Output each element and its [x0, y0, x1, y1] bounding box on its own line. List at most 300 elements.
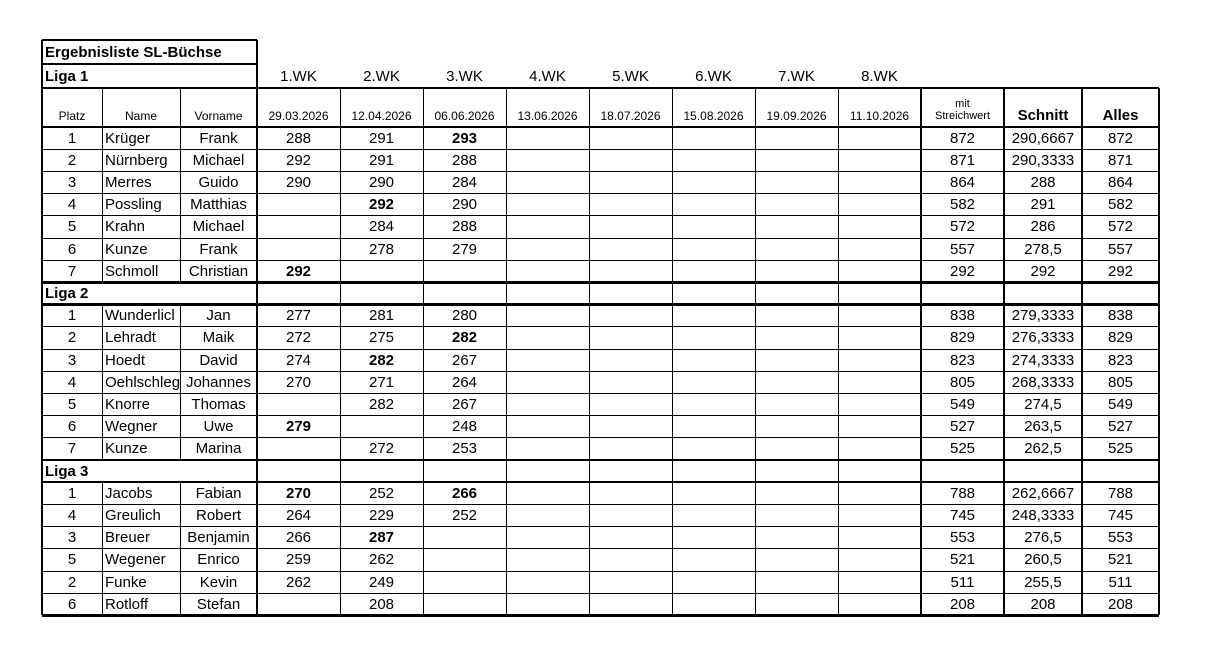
cell-vorname[interactable]: Michael [192, 151, 245, 169]
cell-score[interactable] [838, 260, 921, 282]
grid-line-v [180, 305, 181, 460]
cell-score[interactable]: 229 [368, 506, 395, 524]
cell-platz[interactable]: 5 [67, 218, 77, 236]
cell-score[interactable]: 288 [451, 218, 478, 236]
cell-score[interactable] [838, 593, 921, 615]
cell-score[interactable]: 281 [368, 307, 395, 325]
cell-score[interactable] [755, 171, 838, 193]
cell-platz[interactable]: 2 [67, 573, 77, 591]
cell-alles[interactable]: 872 [1107, 129, 1134, 147]
cell-mit-streichwert[interactable]: 572 [949, 218, 976, 236]
cell-score[interactable] [755, 327, 838, 349]
cell-mit-streichwert[interactable]: 788 [949, 484, 976, 502]
cell-score[interactable] [589, 504, 672, 526]
cell-schnitt[interactable]: 260,5 [1024, 551, 1062, 569]
cell-platz[interactable]: 5 [67, 551, 77, 569]
cell-score[interactable] [838, 327, 921, 349]
cell-score[interactable] [755, 260, 838, 282]
cell-score[interactable] [423, 549, 506, 571]
cell-score[interactable] [755, 127, 838, 149]
cell-score[interactable] [672, 549, 755, 571]
cell-score[interactable] [838, 171, 921, 193]
cell-alles[interactable]: 788 [1107, 484, 1134, 502]
cell-score[interactable] [589, 238, 672, 260]
cell-vorname[interactable]: Benjamin [187, 529, 250, 547]
cell-vorname[interactable]: Kevin [199, 573, 238, 591]
cell-score[interactable]: 293 [451, 129, 478, 147]
cell-alles[interactable]: 823 [1107, 351, 1134, 369]
cell-name[interactable]: Breuer [105, 529, 151, 547]
cell-score[interactable]: 280 [451, 307, 478, 325]
cell-score[interactable] [755, 194, 838, 216]
cell-score[interactable] [755, 305, 838, 327]
cell-vorname[interactable]: Jan [206, 307, 231, 325]
cell-score[interactable] [755, 349, 838, 371]
cell-score[interactable]: 271 [368, 373, 395, 391]
cell-alles[interactable]: 745 [1107, 506, 1134, 524]
cell-platz[interactable]: 4 [67, 196, 77, 214]
cell-platz[interactable]: 3 [67, 351, 77, 369]
cell-score[interactable] [506, 571, 589, 593]
cell-score[interactable] [589, 571, 672, 593]
cell-vorname[interactable]: Christian [188, 262, 249, 280]
section-title-liga-3[interactable]: Liga 3 [45, 462, 89, 480]
cell-score[interactable] [838, 416, 921, 438]
cell-score[interactable]: 252 [451, 506, 478, 524]
cell-score[interactable] [506, 549, 589, 571]
cell-score[interactable]: 270 [285, 373, 312, 391]
cell-platz[interactable]: 1 [67, 484, 77, 502]
cell-alles[interactable]: 527 [1107, 418, 1134, 436]
cell-score[interactable] [755, 593, 838, 615]
cell-score[interactable]: 292 [368, 196, 395, 214]
cell-score[interactable] [838, 149, 921, 171]
cell-score[interactable] [755, 149, 838, 171]
cell-name[interactable]: Oehlschleg [105, 373, 180, 391]
cell-mit-streichwert[interactable]: 208 [949, 595, 976, 613]
cell-mit-streichwert[interactable]: 871 [949, 151, 976, 169]
cell-score[interactable]: 264 [285, 506, 312, 524]
cell-score[interactable] [589, 593, 672, 615]
cell-name[interactable]: Schmoll [105, 262, 159, 280]
cell-score[interactable] [838, 527, 921, 549]
cell-score[interactable] [672, 593, 755, 615]
cell-score[interactable] [838, 393, 921, 415]
cell-score[interactable] [672, 238, 755, 260]
cell-score[interactable]: 278 [368, 240, 395, 258]
grid-line-v [672, 88, 673, 615]
cell-score[interactable] [755, 527, 838, 549]
cell-score[interactable]: 262 [285, 573, 312, 591]
cell-alles[interactable]: 292 [1107, 262, 1134, 280]
cell-score[interactable] [340, 260, 423, 282]
cell-platz[interactable]: 2 [67, 151, 77, 169]
cell-score[interactable] [506, 438, 589, 460]
cell-score[interactable] [589, 393, 672, 415]
cell-schnitt[interactable]: 255,5 [1024, 573, 1062, 591]
cell-alles[interactable]: 582 [1107, 196, 1134, 214]
cell-score[interactable] [838, 349, 921, 371]
cell-vorname[interactable]: Matthias [190, 196, 247, 214]
grid-line-v [256, 88, 259, 615]
cell-name[interactable]: Merres [105, 173, 152, 191]
cell-score[interactable] [506, 593, 589, 615]
cell-vorname[interactable]: Johannes [185, 373, 252, 391]
cell-schnitt[interactable]: 290,3333 [1011, 151, 1075, 169]
grid-line-h [42, 238, 1159, 239]
cell-vorname[interactable]: Thomas [191, 395, 246, 413]
cell-platz[interactable]: 4 [67, 506, 77, 524]
cell-score[interactable] [672, 349, 755, 371]
cell-score[interactable] [838, 238, 921, 260]
cell-mit-streichwert[interactable]: 521 [949, 551, 976, 569]
cell-name[interactable]: Kunze [105, 440, 148, 458]
cell-mit-streichwert[interactable]: 582 [949, 196, 976, 214]
cell-score[interactable] [672, 438, 755, 460]
cell-schnitt[interactable]: 274,5 [1024, 395, 1062, 413]
cell-score[interactable] [755, 438, 838, 460]
cell-schnitt[interactable]: 208 [1030, 595, 1056, 613]
cell-platz[interactable]: 7 [67, 262, 77, 280]
cell-score[interactable]: 292 [285, 262, 312, 280]
cell-alles[interactable]: 549 [1107, 395, 1134, 413]
cell-score[interactable] [506, 238, 589, 260]
cell-name[interactable]: Jacobs [105, 484, 153, 502]
cell-score[interactable] [506, 527, 589, 549]
cell-score[interactable] [672, 327, 755, 349]
cell-score[interactable]: 277 [285, 307, 312, 325]
cell-name[interactable]: Rotloff [105, 595, 149, 613]
cell-score[interactable] [506, 393, 589, 415]
cell-score[interactable] [257, 438, 340, 460]
cell-vorname[interactable]: Maik [202, 329, 235, 347]
cell-mit-streichwert[interactable]: 805 [949, 373, 976, 391]
cell-score[interactable] [672, 194, 755, 216]
cell-platz[interactable]: 1 [67, 129, 77, 147]
cell-platz[interactable]: 5 [67, 395, 77, 413]
cell-platz[interactable]: 3 [67, 529, 77, 547]
cell-score[interactable]: 267 [451, 395, 478, 413]
cell-score[interactable] [589, 216, 672, 238]
cell-platz[interactable]: 7 [67, 440, 77, 458]
cell-score[interactable] [755, 216, 838, 238]
cell-score[interactable]: 252 [368, 484, 395, 502]
cell-mit-streichwert[interactable]: 872 [949, 129, 976, 147]
cell-score[interactable] [755, 571, 838, 593]
cell-score[interactable] [257, 194, 340, 216]
cell-schnitt[interactable]: 248,3333 [1011, 506, 1075, 524]
cell-score[interactable]: 266 [285, 529, 312, 547]
cell-score[interactable] [589, 327, 672, 349]
cell-vorname[interactable]: David [199, 351, 238, 369]
cell-score[interactable] [423, 260, 506, 282]
grid-line-v [41, 40, 44, 88]
cell-score[interactable] [589, 549, 672, 571]
cell-score[interactable] [506, 127, 589, 149]
wk-label: 4.WK [529, 67, 566, 85]
cell-name[interactable]: Wegener [105, 551, 166, 569]
cell-vorname[interactable]: Uwe [203, 418, 234, 436]
cell-score[interactable] [506, 216, 589, 238]
cell-score[interactable] [838, 482, 921, 504]
grid-line-h [42, 437, 1159, 438]
cell-score[interactable]: 288 [285, 129, 312, 147]
cell-schnitt[interactable]: 290,6667 [1011, 129, 1075, 147]
cell-score[interactable]: 248 [451, 418, 478, 436]
cell-score[interactable]: 282 [368, 395, 395, 413]
cell-score[interactable]: 290 [451, 196, 478, 214]
cell-score[interactable] [589, 416, 672, 438]
cell-alles[interactable]: 871 [1107, 151, 1134, 169]
cell-score[interactable]: 291 [368, 151, 395, 169]
cell-score[interactable]: 264 [451, 373, 478, 391]
cell-score[interactable] [672, 527, 755, 549]
cell-schnitt[interactable]: 286 [1030, 218, 1056, 236]
cell-alles[interactable]: 553 [1107, 529, 1134, 547]
cell-alles[interactable]: 557 [1107, 240, 1134, 258]
cell-score[interactable]: 279 [285, 418, 312, 436]
cell-vorname[interactable]: Stefan [196, 595, 241, 613]
cell-score[interactable]: 279 [451, 240, 478, 258]
cell-score[interactable]: 274 [285, 351, 312, 369]
cell-score[interactable] [755, 482, 838, 504]
cell-vorname[interactable]: Guido [198, 173, 239, 191]
cell-vorname[interactable]: Enrico [197, 551, 240, 569]
cell-name[interactable]: Wunderlicl [105, 307, 175, 325]
cell-score[interactable]: 290 [285, 173, 312, 191]
cell-score[interactable] [838, 194, 921, 216]
cell-score[interactable] [506, 149, 589, 171]
cell-score[interactable] [672, 171, 755, 193]
cell-score[interactable]: 208 [368, 595, 395, 613]
cell-score[interactable] [257, 216, 340, 238]
cell-score[interactable] [838, 305, 921, 327]
cell-score[interactable]: 282 [368, 351, 395, 369]
cell-score[interactable] [672, 393, 755, 415]
header-date: 19.09.2026 [766, 109, 827, 123]
cell-vorname[interactable]: Michael [192, 218, 245, 236]
cell-score[interactable] [506, 194, 589, 216]
cell-score[interactable] [589, 349, 672, 371]
cell-score[interactable] [838, 371, 921, 393]
cell-score[interactable] [506, 371, 589, 393]
cell-name[interactable]: Hoedt [105, 351, 146, 369]
cell-score[interactable] [838, 549, 921, 571]
cell-schnitt[interactable]: 268,3333 [1011, 373, 1075, 391]
cell-alles[interactable]: 572 [1107, 218, 1134, 236]
cell-alles[interactable]: 805 [1107, 373, 1134, 391]
grid-line-v [41, 88, 44, 615]
cell-mit-streichwert[interactable]: 553 [949, 529, 976, 547]
cell-score[interactable]: 284 [451, 173, 478, 191]
cell-alles[interactable]: 511 [1108, 573, 1133, 591]
cell-schnitt[interactable]: 288 [1030, 173, 1056, 191]
cell-alles[interactable]: 521 [1107, 551, 1134, 569]
cell-score[interactable]: 272 [368, 440, 395, 458]
cell-score[interactable] [589, 194, 672, 216]
cell-score[interactable]: 259 [285, 551, 312, 569]
cell-platz[interactable]: 6 [67, 240, 77, 258]
cell-score[interactable] [340, 416, 423, 438]
cell-platz[interactable]: 2 [67, 329, 77, 347]
cell-score[interactable] [672, 127, 755, 149]
cell-vorname[interactable]: Robert [195, 506, 242, 524]
cell-score[interactable] [755, 393, 838, 415]
cell-score[interactable]: 292 [285, 151, 312, 169]
cell-score[interactable] [589, 305, 672, 327]
cell-alles[interactable]: 829 [1107, 329, 1134, 347]
cell-schnitt[interactable]: 292 [1030, 262, 1056, 280]
cell-score[interactable] [672, 504, 755, 526]
cell-schnitt[interactable]: 291 [1030, 196, 1056, 214]
cell-score[interactable]: 272 [285, 329, 312, 347]
cell-score[interactable] [672, 416, 755, 438]
cell-vorname[interactable]: Fabian [195, 484, 242, 502]
cell-schnitt[interactable]: 276,3333 [1011, 329, 1075, 347]
cell-score[interactable]: 262 [368, 551, 395, 569]
cell-score[interactable] [672, 482, 755, 504]
cell-score[interactable] [838, 571, 921, 593]
cell-mit-streichwert[interactable]: 525 [949, 440, 976, 458]
cell-score[interactable]: 284 [368, 218, 395, 236]
cell-score[interactable]: 290 [368, 173, 395, 191]
cell-name[interactable]: Knorre [105, 395, 151, 413]
cell-score[interactable] [257, 238, 340, 260]
cell-score[interactable]: 270 [285, 484, 312, 502]
cell-mit-streichwert[interactable]: 829 [949, 329, 976, 347]
cell-vorname[interactable]: Frank [199, 129, 238, 147]
cell-score[interactable]: 287 [368, 529, 395, 547]
cell-mit-streichwert[interactable]: 549 [949, 395, 976, 413]
cell-alles[interactable]: 525 [1107, 440, 1134, 458]
cell-score[interactable] [589, 149, 672, 171]
cell-score[interactable] [423, 571, 506, 593]
cell-score[interactable]: 267 [451, 351, 478, 369]
cell-platz[interactable]: 3 [67, 173, 77, 191]
cell-mit-streichwert[interactable]: 864 [949, 173, 976, 191]
cell-score[interactable]: 266 [451, 484, 478, 502]
cell-score[interactable] [589, 260, 672, 282]
cell-score[interactable] [589, 127, 672, 149]
cell-score[interactable]: 291 [368, 129, 395, 147]
cell-name[interactable]: Lehradt [105, 329, 156, 347]
cell-score[interactable] [423, 527, 506, 549]
header-vorname: Vorname [194, 109, 243, 123]
cell-score[interactable] [672, 260, 755, 282]
cell-name[interactable]: Nürnberg [105, 151, 168, 169]
cell-mit-streichwert[interactable]: 823 [949, 351, 976, 369]
cell-mit-streichwert[interactable]: 527 [949, 418, 976, 436]
cell-name[interactable]: Krüger [105, 129, 151, 147]
cell-score[interactable] [506, 260, 589, 282]
cell-score[interactable] [506, 349, 589, 371]
section-title-liga-1[interactable]: Liga 1 [45, 67, 89, 85]
cell-score[interactable] [506, 416, 589, 438]
cell-name[interactable]: Kunze [105, 240, 148, 258]
header-date: 15.08.2026 [683, 109, 744, 123]
cell-platz[interactable]: 6 [67, 595, 77, 613]
cell-score[interactable] [506, 305, 589, 327]
cell-score[interactable] [838, 438, 921, 460]
cell-score[interactable] [506, 482, 589, 504]
cell-platz[interactable]: 4 [67, 373, 77, 391]
cell-score[interactable] [423, 593, 506, 615]
cell-platz[interactable]: 6 [67, 418, 77, 436]
section-title-liga-2[interactable]: Liga 2 [45, 284, 89, 302]
cell-score[interactable] [755, 371, 838, 393]
cell-score[interactable] [589, 438, 672, 460]
sheet-title[interactable]: Ergebnisliste SL-Büchse [45, 43, 222, 61]
cell-alles[interactable]: 838 [1107, 307, 1134, 325]
cell-score[interactable] [257, 593, 340, 615]
cell-schnitt[interactable]: 278,5 [1024, 240, 1062, 258]
cell-name[interactable]: Wegner [105, 418, 158, 436]
cell-score[interactable] [672, 371, 755, 393]
cell-score[interactable]: 253 [451, 440, 478, 458]
cell-score[interactable] [506, 504, 589, 526]
cell-score[interactable] [672, 216, 755, 238]
wk-label: 8.WK [861, 67, 898, 85]
cell-mit-streichwert[interactable]: 511 [950, 573, 975, 591]
cell-score[interactable] [506, 327, 589, 349]
cell-alles[interactable]: 208 [1107, 595, 1134, 613]
cell-schnitt[interactable]: 263,5 [1024, 418, 1062, 436]
cell-score[interactable] [672, 305, 755, 327]
cell-score[interactable] [672, 571, 755, 593]
cell-platz[interactable]: 1 [67, 307, 77, 325]
cell-schnitt[interactable]: 274,3333 [1011, 351, 1075, 369]
cell-score[interactable] [755, 549, 838, 571]
cell-mit-streichwert[interactable]: 838 [949, 307, 976, 325]
grid-line-h [42, 349, 1159, 350]
cell-score[interactable] [257, 393, 340, 415]
cell-alles[interactable]: 864 [1107, 173, 1134, 191]
cell-name[interactable]: Krahn [105, 218, 146, 236]
grid-line-v [102, 88, 103, 282]
grid-line-h [42, 393, 1159, 394]
cell-score[interactable] [755, 238, 838, 260]
cell-schnitt[interactable]: 262,5 [1024, 440, 1062, 458]
cell-score[interactable] [838, 216, 921, 238]
cell-schnitt[interactable]: 279,3333 [1011, 307, 1075, 325]
cell-score[interactable] [838, 504, 921, 526]
cell-schnitt[interactable]: 262,6667 [1011, 484, 1075, 502]
grid-line-h [42, 193, 1159, 194]
cell-mit-streichwert[interactable]: 292 [949, 262, 976, 280]
cell-score[interactable] [672, 149, 755, 171]
cell-score[interactable]: 249 [368, 573, 395, 591]
cell-score[interactable]: 282 [451, 329, 478, 347]
cell-vorname[interactable]: Frank [199, 240, 238, 258]
cell-vorname[interactable]: Marina [195, 440, 242, 458]
cell-score[interactable]: 275 [368, 329, 395, 347]
cell-score[interactable] [755, 416, 838, 438]
cell-score[interactable] [838, 127, 921, 149]
cell-name[interactable]: Possling [105, 196, 162, 214]
cell-score[interactable] [755, 504, 838, 526]
cell-score[interactable] [589, 482, 672, 504]
cell-mit-streichwert[interactable]: 745 [949, 506, 976, 524]
cell-name[interactable]: Greulich [105, 506, 161, 524]
cell-score[interactable] [589, 371, 672, 393]
cell-schnitt[interactable]: 276,5 [1024, 529, 1062, 547]
cell-score[interactable] [589, 171, 672, 193]
cell-score[interactable]: 288 [451, 151, 478, 169]
cell-name[interactable]: Funke [105, 573, 147, 591]
cell-mit-streichwert[interactable]: 557 [949, 240, 976, 258]
cell-score[interactable] [589, 527, 672, 549]
cell-score[interactable] [506, 171, 589, 193]
